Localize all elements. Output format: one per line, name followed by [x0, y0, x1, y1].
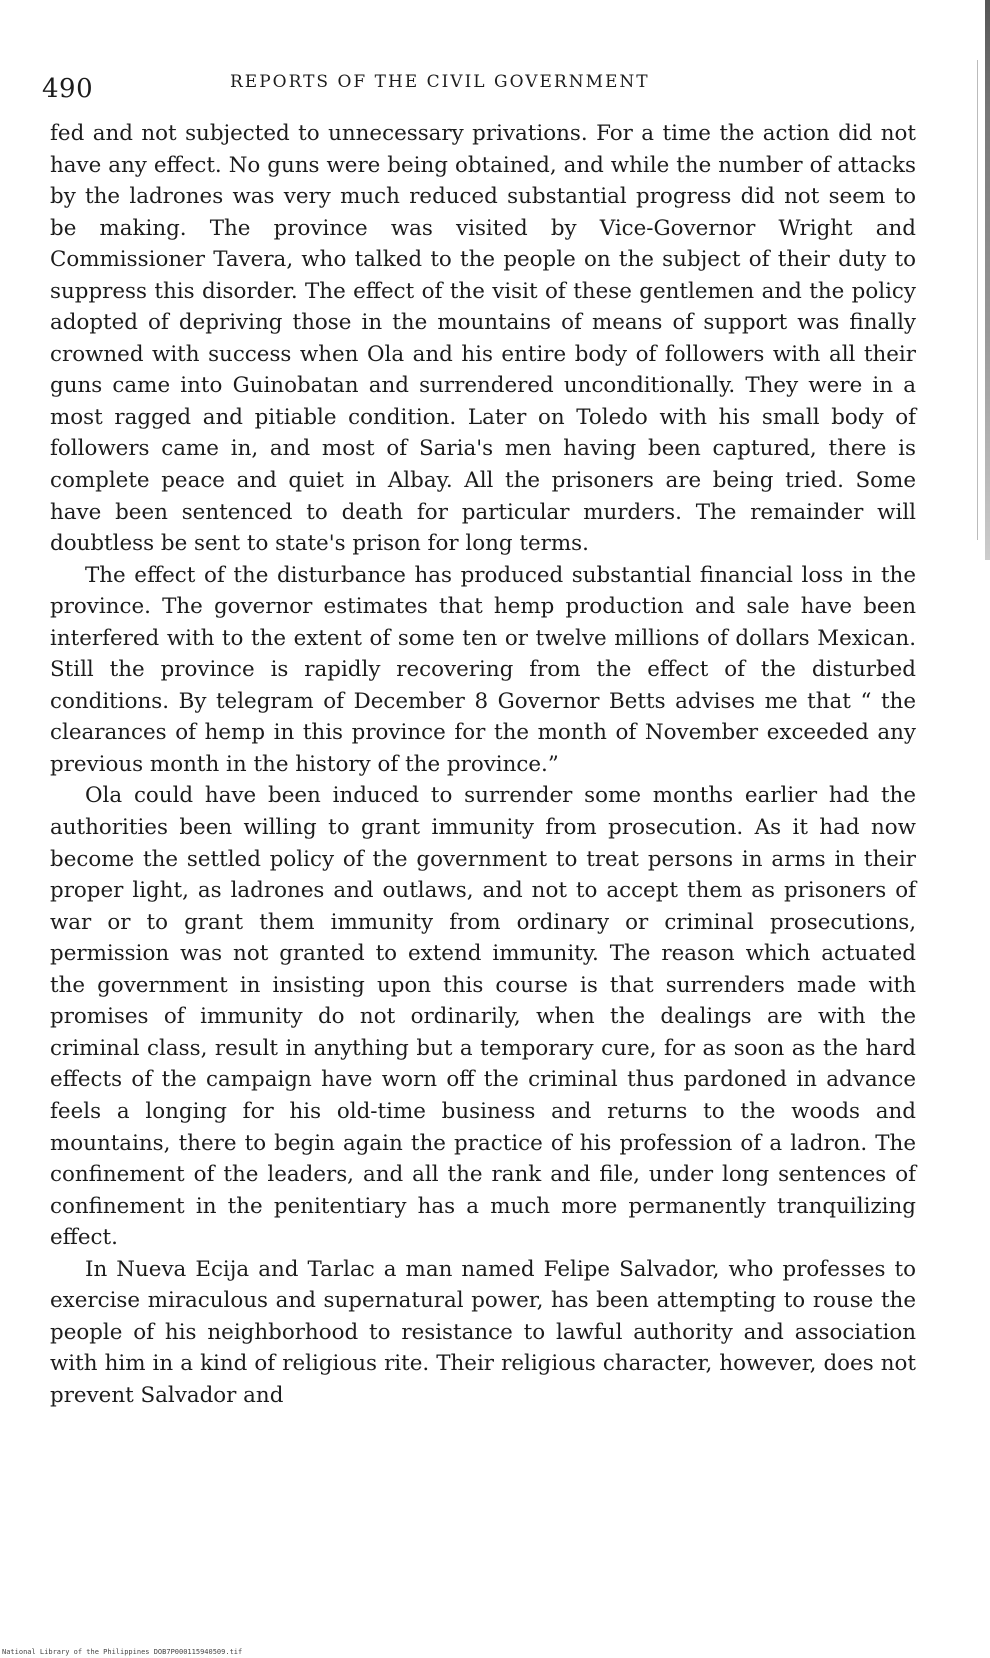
body-text [50, 118, 916, 1411]
page-header [40, 70, 920, 106]
paragraph-immunity: Ola could have been induced to surrender some months earlier had the authorities been willing to grant immunity from prosecution. As it had now become the settled policy of the government to treat persons in arms in their proper light, as ladrones and outlaws, and not to accept them as prisoners of war or to grant them immunity from ordinary or criminal prosecutions, permission was not granted to extend immunity. The reason which actuated the government in insisting upon this course is that surrenders made with promises of immunity do not ordinarily, when the dealings are with the criminal class, result in anything but a temporary cure, for as soon as the hard effects of the campaign have worn off the criminal thus pardoned in advance feels a longing for his old-time business and returns to the woods and mountains, there to begin again the practice of his profession of a ladron. The confinement of the leaders, and all the rank and file, under long sentences of confinement in the penitentiary has a much more permanently tranquilizing effect. [50, 783, 916, 1251]
running-head: REPORTS OF THE CIVIL GOVERNMENT [230, 72, 650, 92]
page-edge-line [977, 60, 978, 540]
page-edge-shadow [985, 0, 990, 560]
paragraph-financial-loss: The effect of the disturbance has produced substantial financial loss in the province. The governor estimates that hemp production and sale have been interfered with to the extent of some ten or twelve millions of dollars Mexican. Still the province is rapidly recovering from the effect of the disturbed conditions. By telegram of December 8 Governor Betts advises me that “ the clearances of hemp in this province for the month of November exceeded any previous month in the history of the province.” [50, 562, 916, 777]
page-number: 490 [42, 74, 94, 104]
scan-footer-note: National Library of the Philippines DOB7P000115940509.tif [2, 1648, 243, 1656]
paragraph-nueva-ecija: In Nueva Ecija and Tarlac a man named Felipe Salvador, who professes to exercise miraculous and supernatural power, has been attempting to rouse the people of his neighborhood to resistance to lawful authority and association with him in a kind of religious rite. Their religious character, however, does not prevent Salvador and [50, 1256, 916, 1408]
paragraph-continued: fed and not subjected to unnecessary privations. For a time the action did not have any effect. No guns were being obtained, and while the number of attacks by the ladrones was very much reduced substantial progress did not seem to be making. The province was visited by Vice-Governor Wright and Commissioner Tavera, who talked to the people on the subject of their duty to suppress this disorder. The effect of the visit of these gentlemen and the policy adopted of depriving those in the mountains of means of support was finally crowned with success when Ola and his entire body of followers with all their guns came into Guinobatan and surrendered unconditionally. They were in a most ragged and pitiable condition. Later on Toledo with his small body of followers came in, and most of Saria's men having been captured, there is complete peace and quiet in Albay. All the prisoners are being tried. Some have been sentenced to death for particular murders. The remainder will doubtless be sent to state's prison for long terms. [50, 121, 916, 557]
